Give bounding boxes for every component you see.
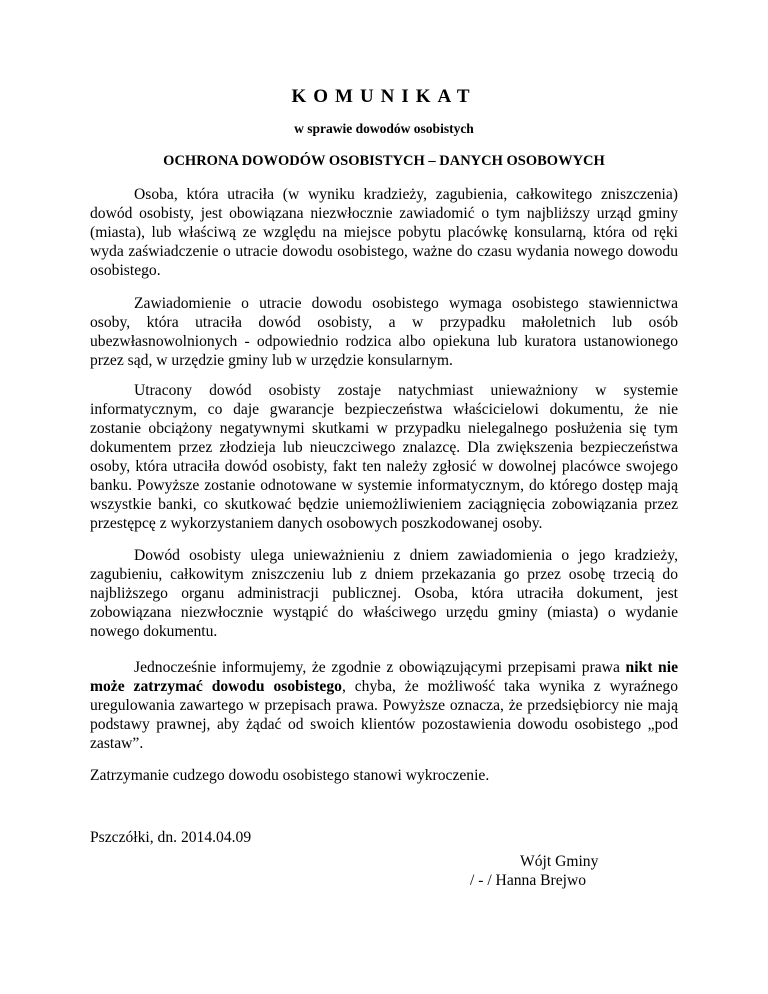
section-heading: OCHRONA DOWODÓW OSOBISTYCH – DANYCH OSOBOWYCH: [163, 153, 605, 169]
paragraph-retention-prohibited: [90, 658, 678, 753]
paragraph-invalidation-date: Dowód osobisty ulega unieważnieniu z dniem zawiadomienia o jego kradzieży, zagubieniu, całkowitym zniszczeniu lub z dniem przekazania go przez osobę trzecią do najbliższego organu administracji publicznej. Osoba, która utraciła dokument, jest zobowiązana niezwłocznie wystąpić do właściwego urzędu gminy (miasta) o wydanie nowego dokumentu.: [90, 547, 678, 640]
signature-name: / - / Hanna Brejwo: [470, 872, 587, 889]
document-page: [90, 0, 678, 994]
emphasis-text: nikt nie może zatrzymać dowodu osobistego: [90, 659, 678, 695]
signature-block: [470, 852, 630, 890]
document-title: KOMUNIKAT: [291, 86, 477, 107]
document-subtitle: w sprawie dowodów osobistych: [294, 121, 474, 136]
paragraph-text-start: Jednocześnie informujemy, że zgodnie z obowiązującymi przepisami prawa: [134, 659, 626, 676]
paragraph-invalidation-system: Utracony dowód osobisty zostaje natychmiast unieważniony w systemie informatycznym, co daje gwarancje bezpieczeństwa właścicielowi dokumentu, że nie zostanie obciążony negatywnymi skutkami w przypadku nielegalnego posłużenia się tym dokumentem przez złodzieja lub nieuczciwego znalazcę. Dla zwiększenia bezpieczeństwa osoby, która utraciła dowód osobisty, fakt ten należy zgłosić w dowolnej placówce swojego banku. Powyższe zostanie odnotowane w systemie informatycznym, do którego dostęp mają wszystkie banki, co skutkować będzie uniemożliwieniem zaciągnięcia zobowiązania przez przestępcę z wykorzystaniem danych osobowych poszkodowanej osoby.: [90, 382, 678, 532]
paragraph-personal-appearance: Zawiadomienie o utracie dowodu osobistego wymaga osobistego stawiennictwa osoby, która utraciła dowód osobisty, a w przypadku małoletnich lub osób ubezwłasnowolnionych - odpowiednio rodzica albo opiekuna lub kuratora ustanowionego przez sąd, w urzędzie gminy lub w urzędzie konsularnym.: [90, 295, 678, 369]
paragraph-offense-statement: Zatrzymanie cudzego dowodu osobistego stanowi wykroczenie.: [90, 767, 490, 784]
place-and-date: Pszczółki, dn. 2014.04.09: [90, 829, 252, 846]
signature-role: Wójt Gminy: [520, 853, 599, 870]
paragraph-text-end: , chyba, że możliwość taka wynika z wyraźnego uregulowania zawartego w przepisach prawa. Powyższe oznacza, że przedsiębiorcy nie mają podstawy prawnej, aby żądać od swoich klientów pozostawienia dowodu osobistego „pod zastaw”.: [90, 678, 678, 752]
paragraph-loss-notification: Osoba, która utraciła (w wyniku kradzieży, zagubienia, całkowitego zniszczenia) dowód osobisty, jest obowiązana niezwłocznie zawiadomić o tym najbliższy urząd gminy (miasta), lub właściwą ze względu na miejsce pobytu placówkę konsularną, która od ręki wyda zaświadczenie o utracie dowodu osobistego, ważne do czasu wydania nowego dowodu osobistego.: [90, 186, 678, 279]
